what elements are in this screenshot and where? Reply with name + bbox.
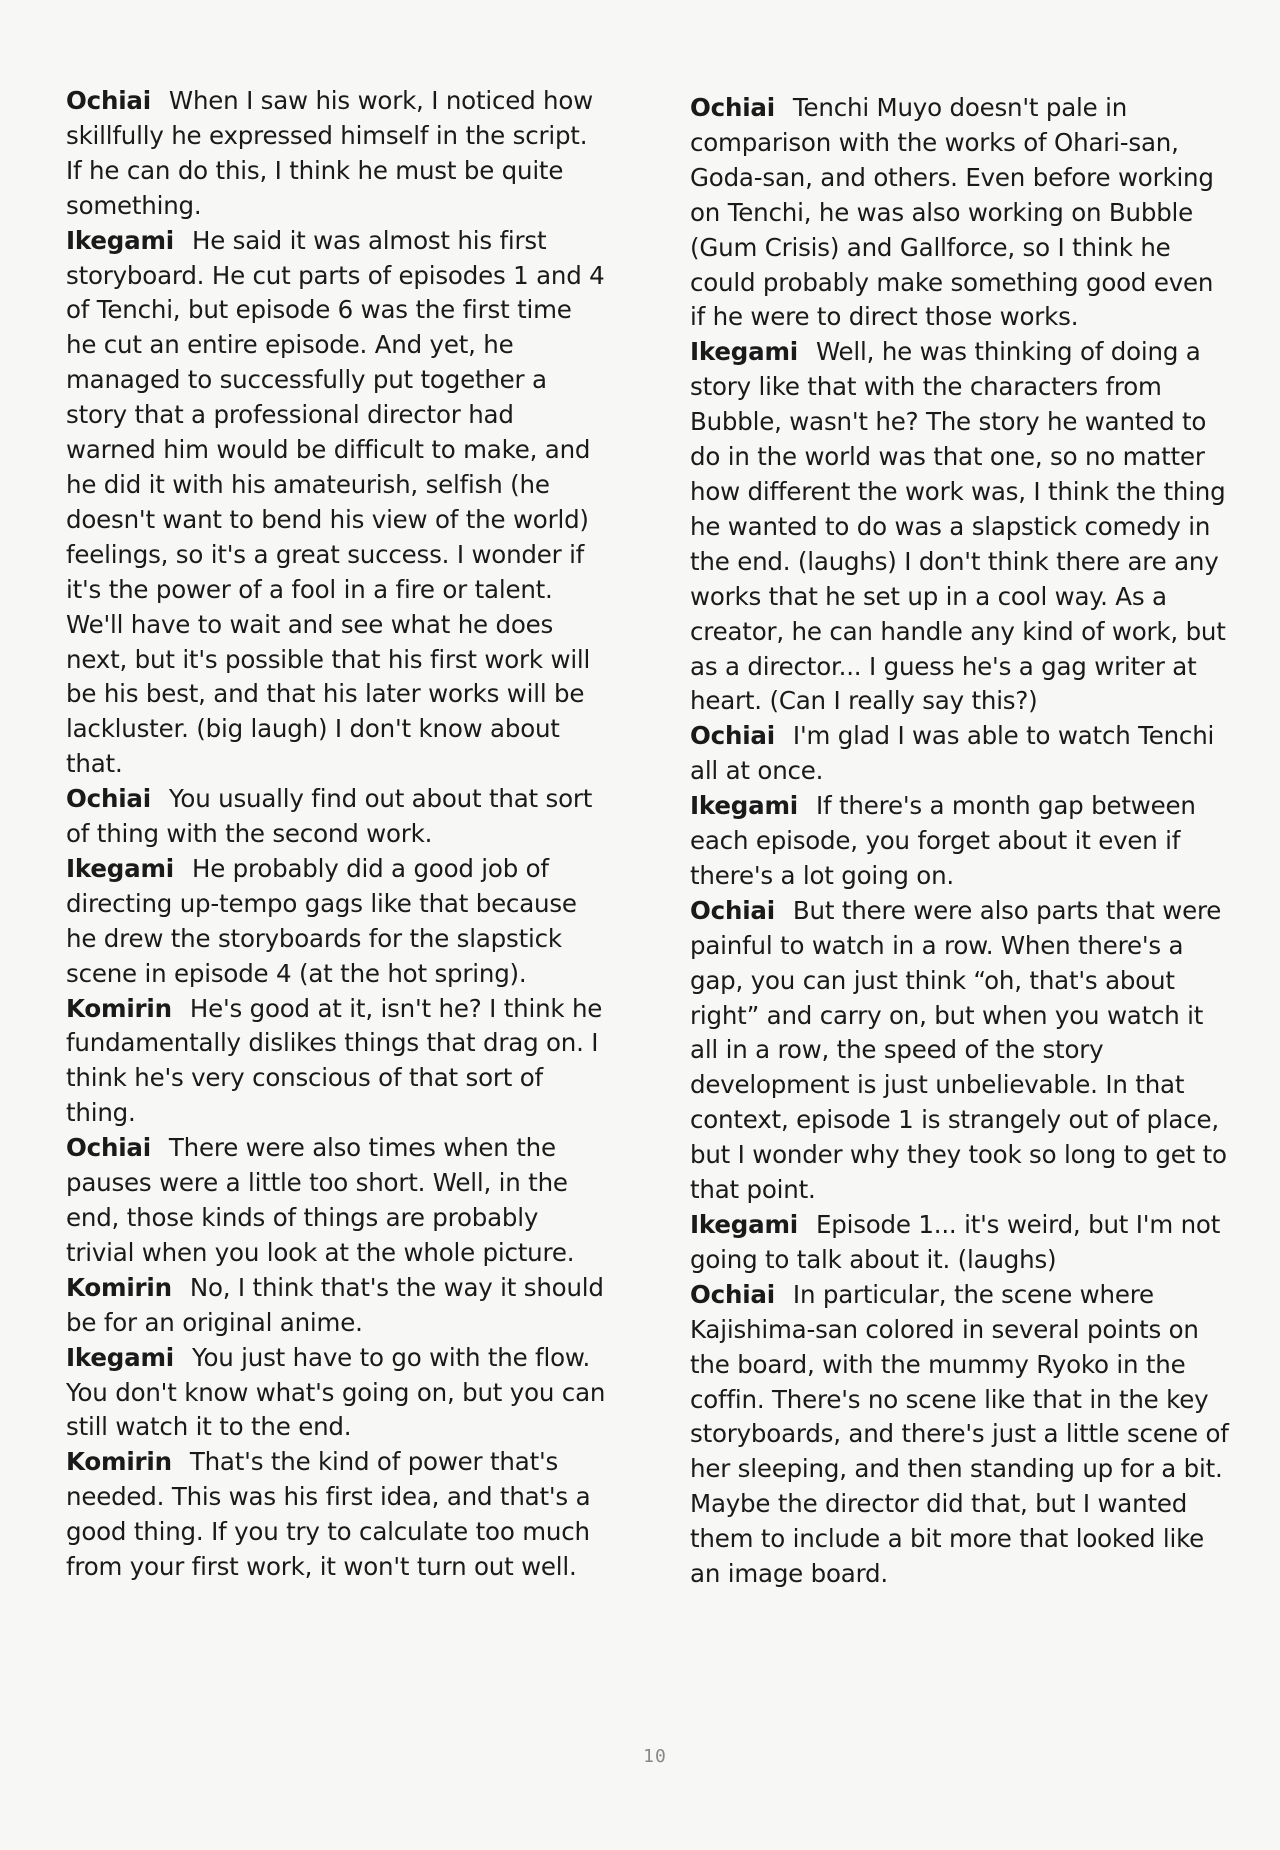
dialogue-text: Episode 1... it's weird, but I'm not going to talk about it. (laughs) [690, 1210, 1221, 1274]
dialogue-text: If there's a month gap between each episode, you forget about it even if there's a lot going on. [690, 791, 1196, 890]
dialogue-entry [690, 91, 1230, 335]
dialogue-text: There were also times when the pauses were a little too short. Well, in the end, those kinds of things are probably trivial when you look at the whole picture. [66, 1133, 575, 1267]
dialogue-text: Tenchi Muyo doesn't pale in comparison with the works of Ohari-san, Goda-san, and others. Even before working on Tenchi, he was also working on Bubble (Gum Crisis) and Gallforce, so I think he could probably make something good even if he were to direct those works. [690, 93, 1214, 332]
dialogue-entry [66, 782, 606, 852]
speaker-name: Ochiai [690, 721, 775, 751]
dialogue-entry [690, 335, 1230, 719]
dialogue-text: I'm glad I was able to watch Tenchi all at once. [690, 721, 1215, 786]
dialogue-entry [66, 1271, 606, 1341]
dialogue-entry [690, 894, 1230, 1208]
dialogue-entry [66, 852, 606, 992]
dialogue-text: He probably did a good job of directing up-tempo gags like that because he drew the storyboards for the slapstick scene in episode 4 (at the hot spring). [66, 853, 577, 988]
dialogue-entry [66, 1445, 606, 1585]
right-column [690, 91, 1230, 1592]
dialogue-entry [66, 84, 606, 224]
dialogue-text: No, I think that's the way it should be for an original anime. [66, 1272, 604, 1337]
speaker-name: Ochiai [66, 784, 151, 814]
speaker-name: Ikegami [66, 225, 174, 255]
speaker-name: Komirin [66, 1272, 172, 1302]
dialogue-entry [690, 1278, 1230, 1592]
page-number: 10 [643, 1746, 667, 1767]
speaker-name: Komirin [66, 993, 172, 1023]
speaker-name: Ochiai [66, 86, 151, 115]
dialogue-text: In particular, the scene where Kajishima-san colored in several points on the board, with the mummy Ryoko in the coffin. There's no scene like that in the key storyboards, and there's just a little scene of her sleeping, and then standing up for a bit. Maybe the director did that, but I wanted them to include a bit more that looked like an image board. [690, 1279, 1229, 1589]
dialogue-entry [66, 992, 606, 1132]
dialogue-text: Well, he was thinking of doing a story like that with the characters from Bubble, wasn't he? The story he wanted to do in the world was that one, so no matter how different the work was, I think the thing he wanted to do was a slapstick comedy in the end. (laughs) I don't think there are any works that he set up in a cool way. As a creator, he can handle any kind of work, but as a director... I guess he's a gag writer at heart. (Can I really say this?) [690, 337, 1226, 716]
speaker-name: Ochiai [690, 895, 775, 925]
dialogue-entry [690, 719, 1230, 789]
dialogue-entry [690, 1208, 1230, 1278]
dialogue-text: You just have to go with the flow. You don't know what's going on, but you can still watch it to the end. [66, 1342, 606, 1442]
speaker-name: Ikegami [66, 1342, 174, 1372]
dialogue-entry [66, 224, 606, 783]
dialogue-text: That's the kind of power that's needed. This was his first idea, and that's a good thing. If you try to calculate too much from your first work, it won't turn out well. [66, 1447, 591, 1582]
speaker-name: Ochiai [690, 1279, 775, 1309]
dialogue-text: You usually find out about that sort of thing with the second work. [66, 784, 593, 849]
speaker-name: Ochiai [690, 93, 775, 122]
speaker-name: Komirin [66, 1447, 172, 1477]
speaker-name: Ochiai [66, 1133, 151, 1163]
dialogue-text: He said it was almost his first storyboard. He cut parts of episodes 1 and 4 of Tenchi, but episode 6 was the first time he cut an entire episode. And yet, he managed to successfully put together a story that a professional director had warned him would be difficult to make, and he did it with his amateurish, selfish (he doesn't want to bend his view of the world) feelings, so it's a great success. I wonder if it's the power of a fool in a fire or talent. We'll have to wait and see what he does next, but it's possible that his first work will be his best, and that his later works will be lackluster. (big laugh) I don't know about that. [66, 225, 605, 779]
dialogue-entry [690, 789, 1230, 894]
speaker-name: Ikegami [690, 1210, 798, 1239]
speaker-name: Ikegami [66, 853, 174, 883]
speaker-name: Ikegami [690, 791, 798, 821]
speaker-name: Ikegami [690, 337, 798, 367]
dialogue-text: He's good at it, isn't he? I think he fundamentally dislikes things that drag on. I think he's very conscious of that sort of thing. [66, 993, 603, 1128]
dialogue-text: But there were also parts that were painful to watch in a row. When there's a gap, you can just think “oh, that's about right” and carry on, but when you watch it all in a row, the speed of the story development is just unbelievable. In that context, episode 1 is strangely out of place, but I wonder why they took so long to get to that point. [690, 895, 1227, 1205]
left-column [66, 84, 606, 1585]
dialogue-entry [66, 1341, 606, 1446]
dialogue-text: When I saw his work, I noticed how skillfully he expressed himself in the script. If he can do this, I think he must be quite something. [66, 86, 594, 220]
dialogue-entry [66, 1131, 606, 1271]
